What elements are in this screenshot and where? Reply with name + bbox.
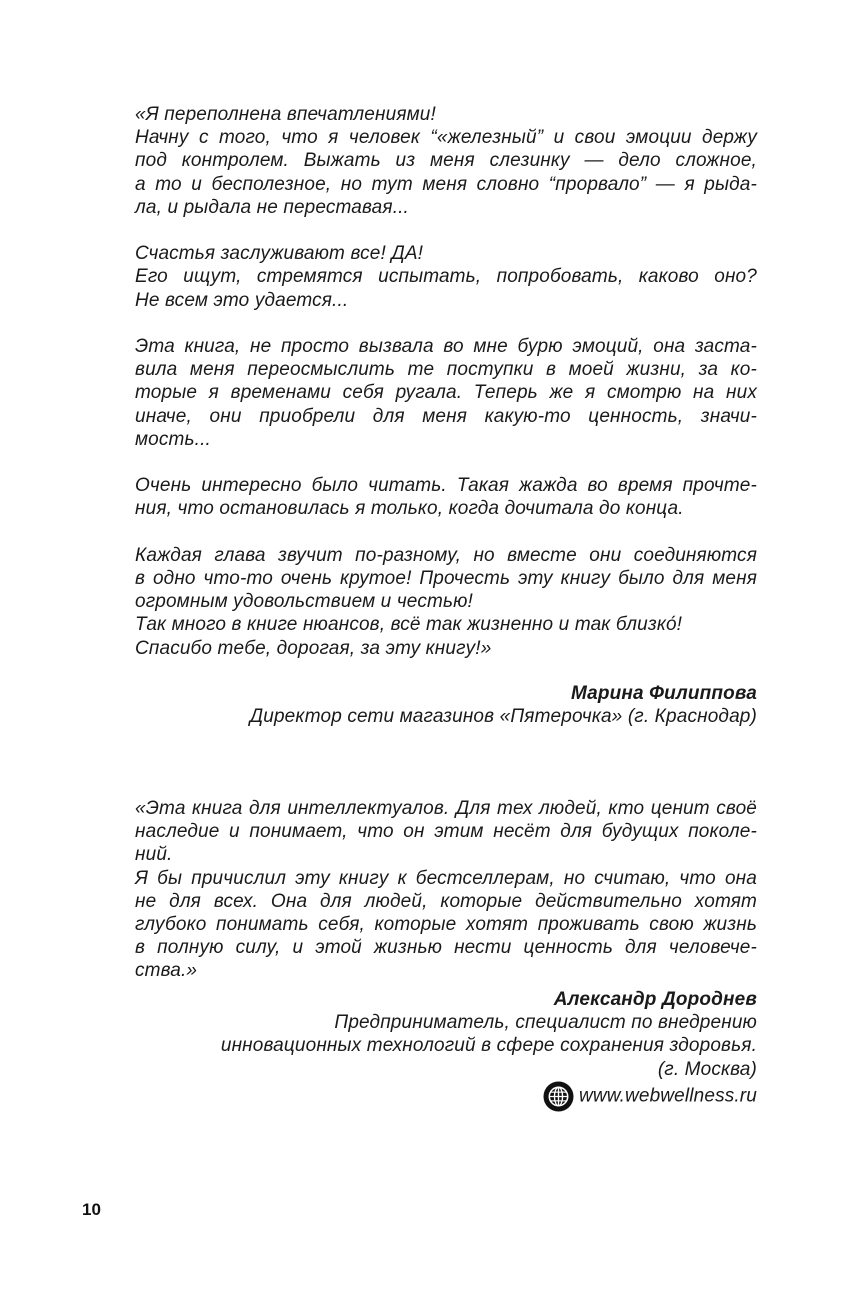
text-line: а то и бесполезное, но тут меня словно “прорвало” — я рыда- xyxy=(135,173,757,195)
text-line: «Эта книга для интеллектуалов. Для тех людей, кто ценит своё xyxy=(135,798,757,819)
author-role-line: инновационных технологий в сфере сохранения здоровья. xyxy=(220,1035,757,1057)
text-line: Спасибо тебе, дорогая, за эту книгу!» xyxy=(135,637,492,659)
text-line: иначе, они приобрели для меня какую-то ценность, значи- xyxy=(135,405,757,427)
text-line: ний. xyxy=(135,844,173,866)
text-line: вила меня переосмыслить те поступки в моей жизни, за ко- xyxy=(135,359,757,381)
author-role: Директор сети магазинов «Пятерочка» (г. Краснодар) xyxy=(249,706,757,728)
text-line: под контролем. Выжать из меня слезинку — дело сложное, xyxy=(135,150,757,172)
website-link[interactable]: www.webwellness.ru xyxy=(579,1085,757,1107)
text-line: «Я переполнена впечатлениями! xyxy=(135,104,436,125)
author-name: Александр Дороднев xyxy=(553,989,757,1010)
text-line: торые я временами себя ругала. Теперь же я смотрю на них xyxy=(135,382,757,404)
page-number: 10 xyxy=(82,1200,101,1219)
review-2-text xyxy=(135,797,757,983)
website-row[interactable] xyxy=(221,1081,757,1112)
review-1-paragraph-5 xyxy=(135,544,757,660)
text-line: ла, и рыдала не переставая... xyxy=(135,196,409,218)
text-line: мость... xyxy=(135,428,211,450)
text-line: Так много в книге нюансов, всё так жизненно и так близко́! xyxy=(135,614,683,636)
text-line: в полную силу, и этой жизнью нести ценность для человече- xyxy=(135,937,757,959)
text-line: Я бы причислил эту книгу к бестселлерам, но считаю, что она xyxy=(135,867,757,889)
text-line: ния, что остановилась я только, когда дочитала до конца. xyxy=(135,498,684,520)
review-1-paragraph-3 xyxy=(135,335,757,451)
text-line: Счастья заслуживают все! ДА! xyxy=(135,243,424,265)
author-name: Марина Филиппова xyxy=(570,683,757,704)
review-1-paragraph-1 xyxy=(135,103,757,219)
review-1-signature xyxy=(250,682,757,728)
text-line: Очень интересно было читать. Такая жажда во время прочте- xyxy=(135,475,757,497)
text-line: Каждая глава звучит по-разному, но вместе они соединяются xyxy=(135,544,757,566)
globe-icon xyxy=(543,1081,574,1112)
text-line: Эта книга, не просто вызвала во мне бурю эмоций, она заста- xyxy=(135,336,757,357)
author-role-line: Предприниматель, специалист по внедрению xyxy=(334,1012,757,1034)
author-location: (г. Москва) xyxy=(657,1058,757,1080)
text-line: Начну с того, что я человек “«железный” и свои эмоции держу xyxy=(135,127,757,149)
review-1-paragraph-2 xyxy=(135,242,757,312)
text-line: наследие и понимает, что он этим несёт для будущих поколе- xyxy=(135,821,757,843)
text-line: ства.» xyxy=(135,960,198,982)
review-2-paragraph xyxy=(135,797,757,983)
text-line: Его ищут, стремятся испытать, попробовать, каково оно? xyxy=(135,266,757,288)
text-line: в одно что-то очень крутое! Прочесть эту книгу было для меня xyxy=(135,568,757,589)
text-line: Не всем это удается... xyxy=(135,289,349,311)
text-line: не для всех. Она для людей, которые действительно хотят xyxy=(135,890,757,912)
review-1-text xyxy=(135,103,757,660)
review-2-signature xyxy=(221,988,757,1112)
text-line: глубоко понимать себя, которые хотят проживать свою жизнь xyxy=(135,914,757,936)
review-1-paragraph-4 xyxy=(135,474,757,520)
text-line: огромным удовольствием и честью! xyxy=(135,591,473,613)
